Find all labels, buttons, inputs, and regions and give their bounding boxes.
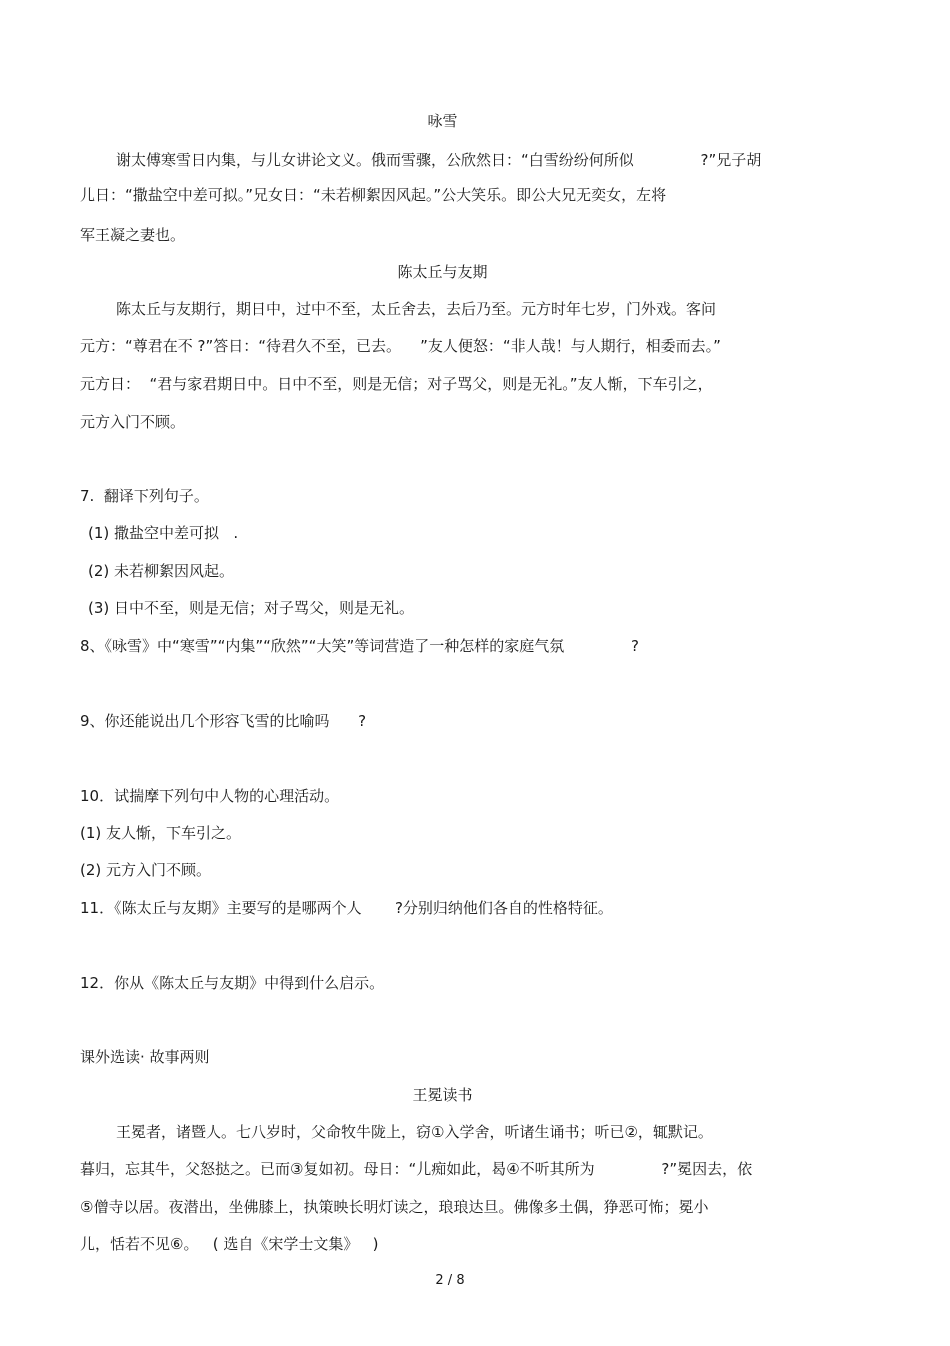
question-12: 12．你从《陈太丘与友期》中得到什么启示。 — [80, 974, 385, 992]
story1-line-3: 军王凝之妻也。 — [80, 226, 186, 244]
extra-line-1: 王冕者，诸暨人。七八岁时，父命牧牛陇上，窃①入学舍，听诸生诵书；听已②，辄默记。 — [116, 1123, 713, 1141]
question-9: 9、你还能说出几个形容飞雪的比喻吗 ? — [80, 712, 367, 730]
extra-line-4: 儿，恬若不见⑥。 ( 选自《宋学士文集》 ) — [80, 1235, 379, 1253]
extra-line-3: ⑤僧寺以居。夜潜出，坐佛膝上，执策映长明灯读之，琅琅达旦。佛像多土偶，狰恶可怖；冕小 — [80, 1198, 709, 1216]
extra-heading: 课外选读· 故事两则 — [80, 1048, 210, 1066]
question-10-1: (1) 友人惭，下车引之。 — [80, 824, 242, 842]
question-7-2: (2) 未若柳絮因风起。 — [88, 562, 235, 580]
story2-line-4: 元方入门不顾。 — [80, 413, 186, 431]
question-10: 10．试揣摩下列句中人物的心理活动。 — [80, 787, 340, 805]
extra-line-2: 暮归，忘其牛，父怒挞之。已而③复如初。母日：“儿痴如此，曷④不听其所为 ?”冕因去，依 — [80, 1160, 753, 1178]
story2-line-1: 陈太丘与友期行，期日中，过中不至，太丘舍去，去后乃至。元方时年七岁，门外戏。客问 — [116, 300, 717, 318]
question-8: 8、《咏雪》中“寒雪”“内集”“欣然”“大笑”等词营造了一种怎样的家庭气氛 ? — [80, 637, 639, 655]
question-7: 7. 翻译下列句子。 — [80, 487, 209, 505]
question-7-1: (1) 撒盐空中差可拟 . — [88, 524, 239, 542]
extra-title: 王冕读书 — [412, 1086, 473, 1104]
story2-title: 陈太丘与友期 — [397, 263, 488, 281]
story2-line-3: 元方日： “君与家君期日中。日中不至，则是无信；对子骂父，则是无礼。”友人惭，下车引之， — [80, 375, 713, 393]
story1-line-2: 儿日：“撒盐空中差可拟。”兄女日：“未若柳絮因风起。”公大笑乐。即公大兄无奕女，左将 — [80, 186, 667, 204]
story1-title: 咏雪 — [427, 112, 458, 130]
story2-line-2: 元方：“尊君在不 ?”答日：“待君久不至，已去。 ”友人便怒：“非人哉！与人期行，相委而去。” — [80, 337, 721, 355]
question-10-2: (2) 元方入门不顾。 — [80, 861, 212, 879]
page-number: 2 / 8 — [435, 1273, 465, 1288]
story1-line-1: 谢太傅寒雪日内集，与儿女讲论文义。俄而雪骤，公欣然日：“白雪纷纷何所似 ?”兄子胡 — [116, 151, 762, 169]
question-7-3: (3) 日中不至，则是无信；对子骂父，则是无礼。 — [88, 599, 415, 617]
question-11: 11．《陈太丘与友期》主要写的是哪两个人 ?分别归纳他们各自的性格特征。 — [80, 899, 613, 917]
